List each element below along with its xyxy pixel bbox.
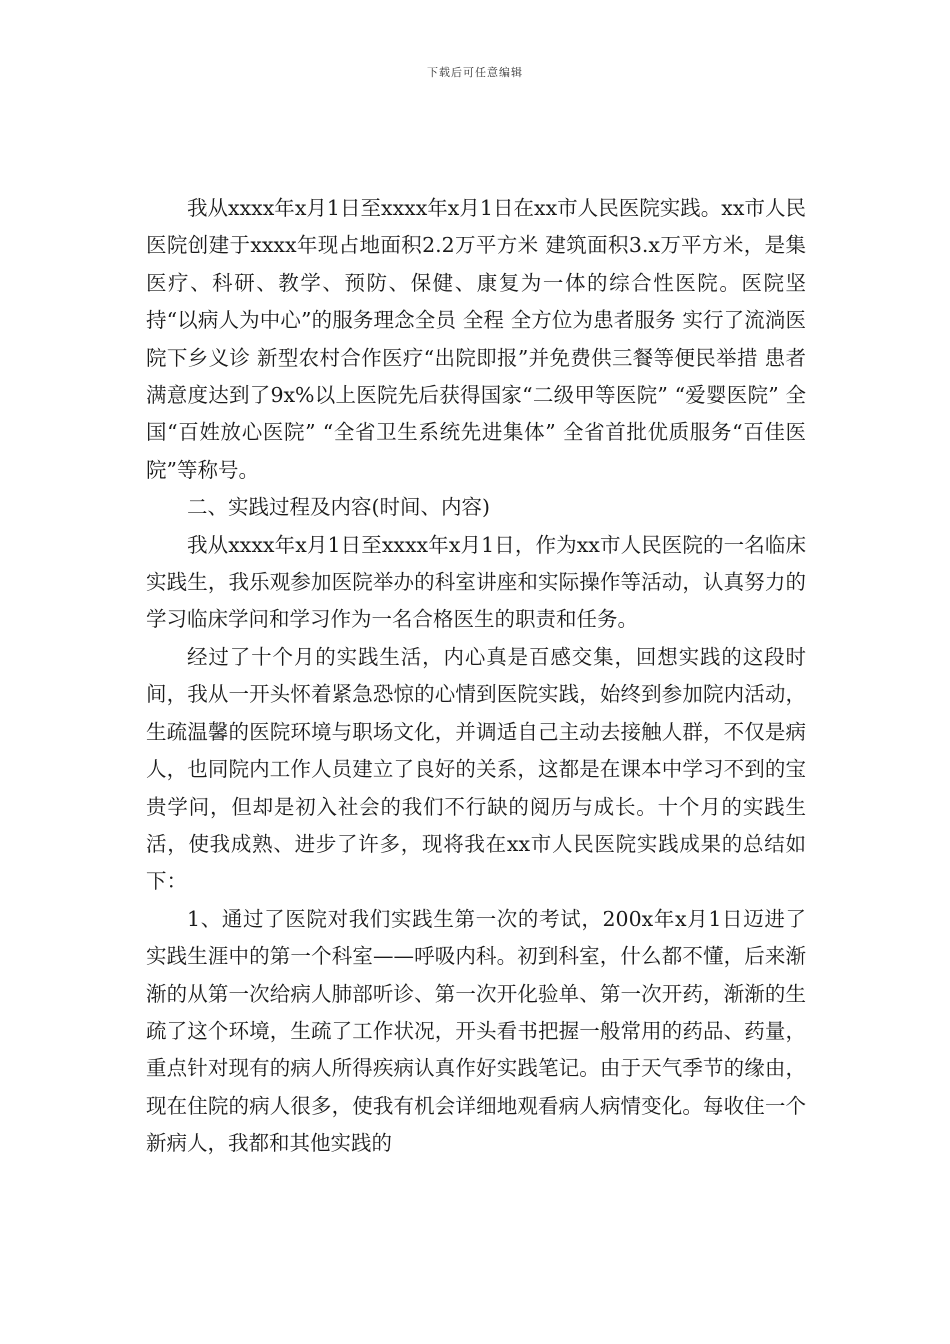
document-body <box>146 190 806 1163</box>
page-header: 下载后可任意编辑 <box>427 66 523 79</box>
paragraph-respiratory-dept: 1、通过了医院对我们实践生第一次的考试，200x年x月1日迈进了实践生涯中的第一个科室——呼吸内科。初到科室，什么都不懂，后来渐渐的从第一次给病人肺部听诊、第一次开化验单、第一次开药，渐渐的生疏了这个环境，生疏了工作状况，开头看书把握一般常用的药品、药量，重点针对现有的病人所得疾病认真作好实践笔记。由于天气季节的缘由，现在住院的病人很多，使我有机会详细地观看病人病情变化。每收住一个新病人，我都和其他实践的 <box>146 906 806 1156</box>
section-heading-practice-process: 二、实践过程及内容(时间、内容) <box>187 495 490 520</box>
paragraph-practice-period: 我从xxxx年x月1日至xxxx年x月1日，作为xx市人民医院的一名临床实践生，我乐观参加医院举办的科室讲座和实际操作等活动，认真努力的学习临床学问和学习作为一名合格医生的职责和任务。 <box>146 532 806 632</box>
paragraph-hospital-intro: 我从xxxx年x月1日至xxxx年x月1日在xx市人民医院实践。xx市人民医院创建于xxxx年现占地面积2.2万平方米 建筑面积3.x万平方米，是集医疗、科研、教学、预防、保健、康复为一体的综合性医院。医院坚持“以病人为中心”的服务理念全员 全程 全方位为患者服务 实行了流淌医院下乡义诊 新型农村合作医疗“出院即报”并免费供三餐等便民举措 患者满意度达到了9x%以上医院先后获得国家“二级甲等医院” “爱婴医院” 全国“百姓放心医院” “全省卫生系统先进集体” 全省首批优质服务“百佳医院”等称号。 <box>146 196 806 482</box>
paragraph-reflection: 经过了十个月的实践生活，内心真是百感交集，回想实践的这段时间，我从一开头怀着紧急恐惊的心情到医院实践，始终到参加院内活动，生疏温馨的医院环境与职场文化，并调适自己主动去接触人群，不仅是病人，也同院内工作人员建立了良好的关系，这都是在课本中学习不到的宝贵学问，但却是初入社会的我们不行缺的阅历与成长。十个月的实践生活，使我成熟、进步了许多，现将我在xx市人民医院实践成果的总结如下： <box>146 644 806 894</box>
